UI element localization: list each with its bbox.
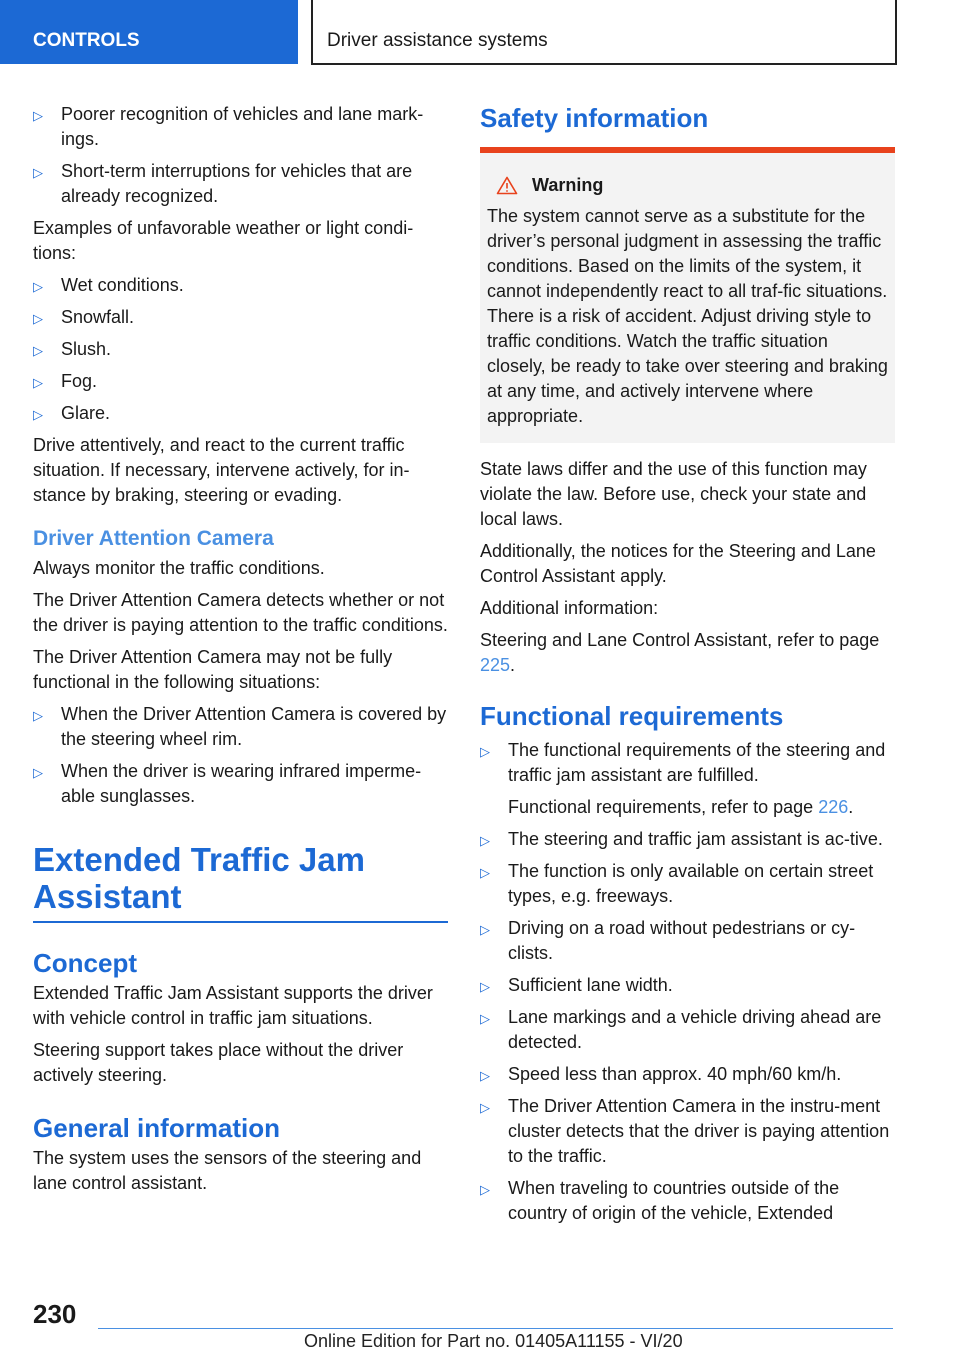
header-section-label: CONTROLS — [33, 30, 140, 51]
bullet-icon: ▷ — [33, 708, 43, 723]
list-item: ▷ When the driver is wearing infrared imperme-able sunglasses. — [33, 761, 422, 806]
bullet-icon: ▷ — [33, 765, 43, 780]
list-item: ▷ Short-term interruptions for vehicles that are already recognized. — [33, 161, 413, 206]
dac-heading: Driver Attention Camera — [33, 527, 274, 550]
bullet-icon: ▷ — [33, 108, 43, 123]
page-number: 230 — [33, 1299, 77, 1329]
list-item: ▷ Driving on a road without pedestrians or cy-clists. — [480, 918, 856, 963]
paragraph: The Driver Attention Camera detects whether or not the driver is paying attention to the traffic conditions. — [33, 590, 448, 635]
weather-list — [33, 273, 448, 426]
warning-text: The system cannot serve as a substitute for the driver’s personal judgment in assessing the traffic conditions. Based on the limits of the system, it cannot independently react to all traf-fic situations. There is a risk of accident. Adjust driving style to traffic conditions. Watch the traffic situation closely, be ready to take over steering and braking at any time, and actively intervene where appropriate. — [487, 206, 888, 426]
list-item: ▷ The functional requirements of the steering and traffic jam assistant are fulfilled. Functional requirements, refer to page 226. — [480, 738, 895, 820]
paragraph: Steering support takes place without the driver actively steering. — [33, 1040, 404, 1085]
list-item: ▷ The Driver Attention Camera in the instru-ment cluster detects that the driver is paying attention to the traffic. — [480, 1096, 890, 1166]
bullet-icon: ▷ — [480, 744, 490, 759]
bullet-icon: ▷ — [480, 979, 490, 994]
paragraph: Examples of unfavorable weather or light condi-tions: — [33, 218, 414, 263]
bullet-icon: ▷ — [480, 1011, 490, 1026]
paragraph: Additionally, the notices for the Steering and Lane Control Assistant apply. — [480, 541, 876, 586]
list-item: ▷ Lane markings and a vehicle driving ahead are detected. — [480, 1007, 882, 1052]
header-title-box — [311, 0, 897, 65]
paragraph: Always monitor the traffic conditions. — [33, 558, 325, 578]
bullet-icon: ▷ — [33, 165, 43, 180]
requirements-list — [480, 738, 895, 1226]
bullet-icon: ▷ — [33, 279, 43, 294]
sub-paragraph: Functional requirements, refer to page 226. — [508, 797, 854, 817]
list-item: ▷ Snowfall. — [33, 305, 448, 330]
footer-edition: Online Edition for Part no. 01405A11155 - VI/20 — [304, 1331, 683, 1351]
page-link-226[interactable]: 226 — [818, 797, 849, 817]
list-item: ▷ When traveling to countries outside of the country of origin of the vehicle, Extended — [480, 1178, 840, 1223]
bullet-icon: ▷ — [480, 1068, 490, 1083]
limitation-list — [33, 102, 448, 209]
concept-heading: Concept — [33, 948, 137, 978]
bullet-icon: ▷ — [33, 343, 43, 358]
bullet-icon: ▷ — [480, 865, 490, 880]
paragraph: State laws differ and the use of this function may violate the law. Before use, check your state and local laws. — [480, 459, 867, 529]
bullet-icon: ▷ — [480, 1100, 490, 1115]
list-item: ▷ The function is only available on certain street types, e.g. freeways. — [480, 861, 874, 906]
list-item: ▷ When the Driver Attention Camera is covered by the steering wheel rim. — [33, 704, 447, 749]
list-item: ▷ Wet conditions. — [33, 273, 448, 298]
func-req-heading: Functional requirements — [480, 701, 784, 731]
footer-divider — [98, 1328, 893, 1329]
paragraph: Drive attentively, and react to the current traffic situation. If necessary, intervene actively, for in-stance by braking, steering or evading. — [33, 435, 410, 505]
list-item: ▷ Sufficient lane width. — [480, 973, 895, 998]
warning-header — [496, 175, 889, 196]
paragraph: Steering and Lane Control Assistant, refer to page 225. — [480, 630, 880, 675]
left-column — [33, 102, 448, 1203]
header-title: Driver assistance systems — [327, 30, 548, 51]
general-heading: General information — [33, 1113, 281, 1143]
bullet-icon: ▷ — [480, 833, 490, 848]
paragraph: The Driver Attention Camera may not be fully functional in the following situations: — [33, 647, 393, 692]
list-item: ▷ Poorer recognition of vehicles and lane mark-ings. — [33, 104, 424, 149]
dac-list — [33, 702, 448, 809]
bullet-icon: ▷ — [33, 407, 43, 422]
bullet-icon: ▷ — [480, 922, 490, 937]
header-section-tab — [0, 0, 298, 64]
right-column — [480, 102, 895, 1233]
paragraph: Extended Traffic Jam Assistant supports the driver with vehicle control in traffic jam situations. — [33, 983, 433, 1028]
bullet-icon: ▷ — [480, 1182, 490, 1197]
list-item: ▷ Speed less than approx. 40 mph/60 km/h. — [480, 1062, 895, 1087]
paragraph: The system uses the sensors of the steering and lane control assistant. — [33, 1148, 422, 1193]
warning-triangle-icon — [496, 176, 518, 195]
safety-heading: Safety information — [480, 103, 709, 133]
bullet-icon: ▷ — [33, 375, 43, 390]
list-item: ▷ Glare. — [33, 401, 448, 426]
warning-box — [480, 147, 895, 443]
list-item: ▷ Fog. — [33, 369, 448, 394]
bullet-icon: ▷ — [33, 311, 43, 326]
list-item: ▷ Slush. — [33, 337, 448, 362]
page-link-225[interactable]: 225 — [480, 655, 511, 675]
etja-heading: Extended Traffic Jam Assistant — [33, 841, 448, 923]
warning-title: Warning — [532, 175, 604, 195]
paragraph: Additional information: — [480, 598, 659, 618]
list-item: ▷ The steering and traffic jam assistant is ac-tive. — [480, 827, 895, 852]
